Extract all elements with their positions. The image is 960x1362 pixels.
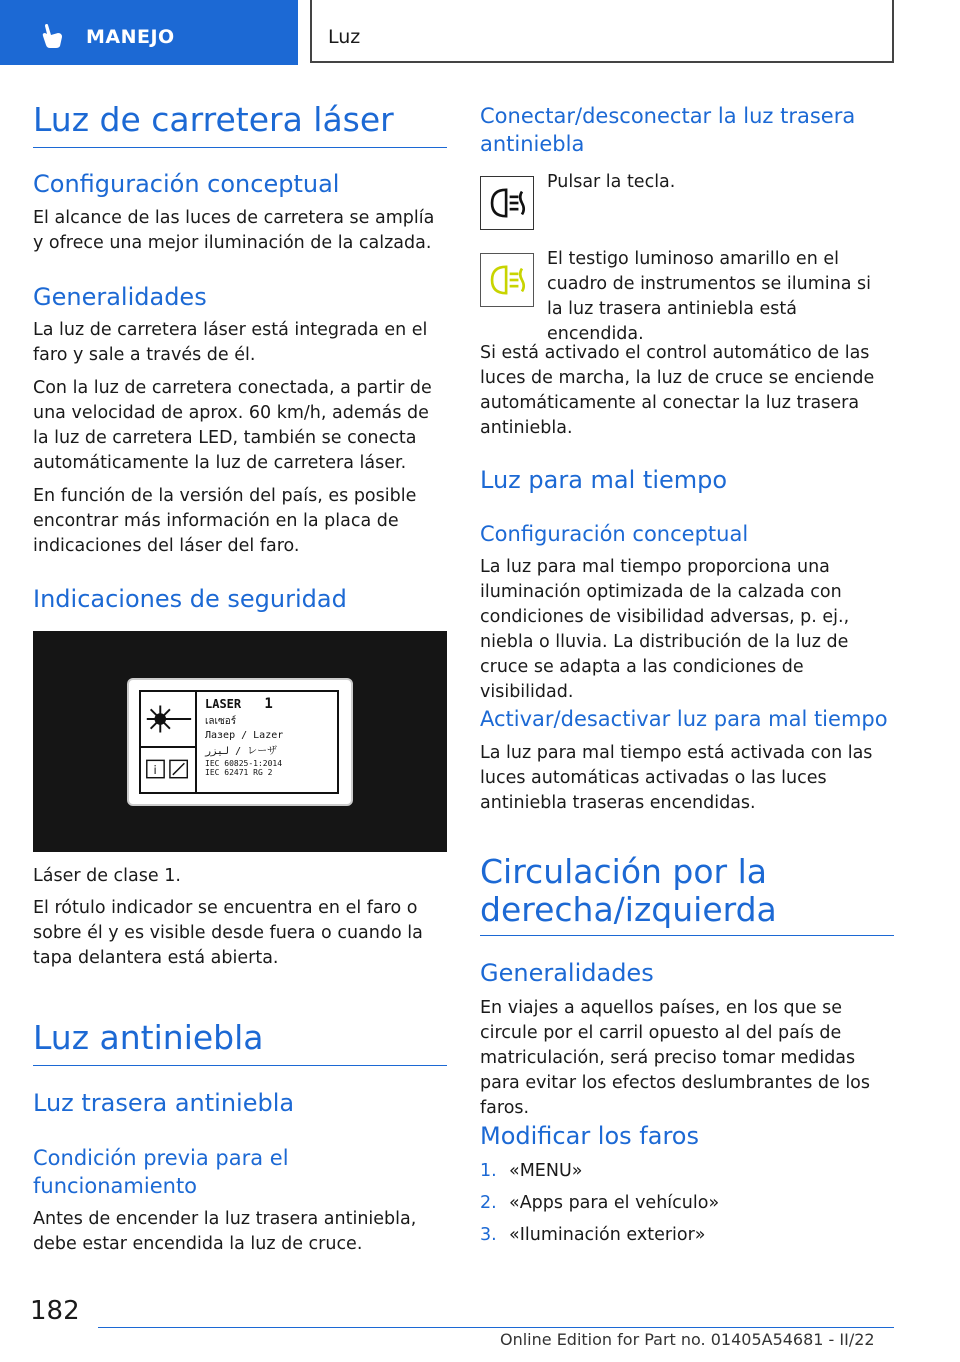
heading-bad-weather: Luz para mal tiempo <box>480 466 728 494</box>
manual-icons <box>141 748 195 792</box>
laser-line-2: Лазер / Lazer <box>205 730 284 741</box>
laser-line-3: ليزر / レーザ <box>205 746 278 757</box>
laser-star-icon <box>141 692 195 746</box>
fog-indicator-box <box>480 253 534 307</box>
rear-fog-light-icon <box>485 181 529 225</box>
heading-fog-light: Luz antiniebla <box>33 1018 264 1057</box>
paragraph-traffic-general: En viajes a aquellos países, en los que se circule por el carril opuesto al del país de matriculación, será preciso tomar medidas para evitar los efectos deslumbrantes de los faros. <box>480 998 870 1118</box>
heading-general: Generalidades <box>33 283 207 311</box>
footer-rule <box>98 1327 894 1328</box>
paragraph-laser-class: Láser de clase 1. <box>33 866 181 886</box>
section-tab[interactable] <box>0 0 298 65</box>
heading-concept: Configuración conceptual <box>33 170 340 198</box>
laser-line-1: เลเซอร์ <box>205 716 237 727</box>
heading-modify-headlights: Modificar los faros <box>480 1122 699 1150</box>
step-number: 1. <box>480 1161 497 1181</box>
heading-rule <box>33 1065 447 1066</box>
heading-rule <box>33 147 447 148</box>
paragraph-indicator: El testigo luminoso amarillo en el cuadro de instrumentos se ilumina si la luz trasera antiniebla está encendida. <box>547 249 871 344</box>
step-text: «Iluminación exterior» <box>509 1225 706 1245</box>
paragraph-general-1: La luz de carretera láser está integrada en el faro y sale a través de él. <box>33 320 428 365</box>
heading-rule <box>480 935 894 936</box>
step-text: «Apps para el vehículo» <box>509 1193 720 1213</box>
heading-laser-high-beam: Luz de carretera láser <box>33 100 394 139</box>
section-label: MANEJO <box>86 26 175 48</box>
heading-safety: Indicaciones de seguridad <box>33 585 347 613</box>
laser-class: 1 <box>264 696 273 712</box>
chapter-header <box>310 0 894 63</box>
heading-rear-fog: Luz trasera antiniebla <box>33 1089 295 1117</box>
heading-traffic-side: Circulación por la derecha/izquierda <box>480 852 777 929</box>
paragraph-general-2: Con la luz de carretera conectada, a partir de una velocidad de aprox. 60 km/h, además de la luz de carretera LED, también se conecta automáticamente la luz de carretera láser. <box>33 378 432 473</box>
heading-general-right: Generalidades <box>480 959 654 987</box>
paragraph-press-key: Pulsar la tecla. <box>547 172 676 192</box>
svg-text:i: i <box>153 762 157 777</box>
paragraph-concept: El alcance de las luces de carretera se amplía y ofrece una mejor iluminación de la calzada. <box>33 208 435 253</box>
heading-condition: Condición previa para el funcionamiento <box>33 1146 289 1198</box>
paragraph-label-location: El rótulo indicador se encuentra en el faro o sobre él y es visible desde fuera o cuando la tapa delantera está abierta. <box>33 898 423 968</box>
step-number: 3. <box>480 1225 497 1245</box>
paragraph-activate: La luz para mal tiempo está activada con las luces automáticas activadas o las luces antiniebla traseras encendidas. <box>480 743 873 813</box>
heading-activate-bad-weather: Activar/desactivar luz para mal tiempo <box>480 707 888 731</box>
laser-line-5: IEC 62471 RG 2 <box>205 768 273 777</box>
heading-concept-right: Configuración conceptual <box>480 522 749 546</box>
paragraph-condition: Antes de encender la luz trasera antiniebla, debe estar encendida la luz de cruce. <box>33 1209 417 1254</box>
laser-label-image <box>33 631 447 852</box>
laser-title: LASER <box>205 697 242 711</box>
footer-edition: Online Edition for Part no. 01405A54681 - II/22 <box>500 1330 875 1349</box>
paragraph-general-3: En función de la versión del país, es posible encontrar más información en la placa de indicaciones del láser del faro. <box>33 486 417 556</box>
rear-fog-button <box>480 176 534 230</box>
heading-toggle-rear-fog: Conectar/desconectar la luz trasera antiniebla <box>480 104 856 156</box>
paragraph-bad-weather-concept: La luz para mal tiempo proporciona una iluminación optimizada de la calzada con condiciones de visibilidad adversas, p. ej., niebla o lluvia. La distribución de la luz de cruce se adapta a las condiciones de visibilidad. <box>480 557 850 702</box>
chapter-label: Luz <box>328 26 361 48</box>
page-number: 182 <box>30 1296 80 1326</box>
paragraph-auto-light: Si está activado el control automático de las luces de marcha, la luz de cruce se enciende automáticamente al conectar la luz trasera antiniebla. <box>480 343 875 438</box>
step-number: 2. <box>480 1193 497 1213</box>
laser-line-4: IEC 60825-1:2014 <box>205 759 283 768</box>
steering-hand-icon <box>40 22 68 50</box>
rear-fog-indicator-icon <box>485 258 529 302</box>
step-text: «MENU» <box>509 1161 583 1181</box>
